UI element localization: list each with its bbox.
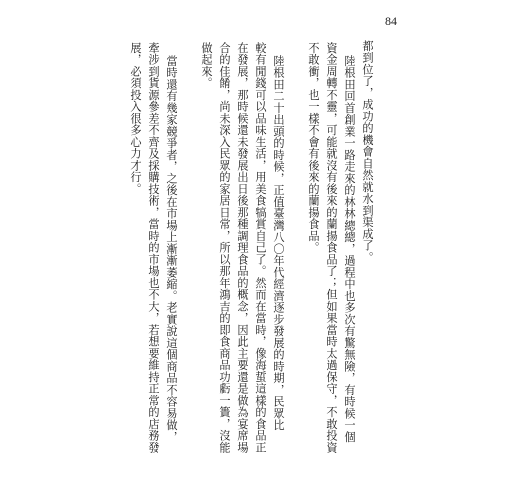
text-line: 都到位了，成功的機會自然就水到渠成了。 — [361, 40, 374, 264]
text-line: 在發展，那時候還未發展出日後那種調理食品的概念，因此主要還是做為宴席場 — [236, 42, 249, 454]
text-line: 陸根田二十出頭的時候，正值臺灣八〇年代經濟逐步發展的時期，民眾比 — [272, 55, 285, 431]
text-line: 不敢衝，也一樣不會有後來的蘭揚食品。 — [307, 42, 320, 254]
text-line: 較有閒錢可以品味生活，用美食犒賞自己了。然而在當時，像海蜇這樣的食品正 — [254, 42, 267, 454]
page-number: 84 — [385, 14, 397, 28]
text-line: 陸根田回首創業一路走來的林林總總，過程中也多次有驚無險，有時候一個 — [343, 55, 356, 443]
text-line: 做起來。 — [200, 42, 213, 89]
text-line: 合的佳餚，尚未深入民眾的家居日常，所以那年鴻吉的即食商品功虧一簣，沒能 — [218, 42, 231, 454]
text-line: 當時還有幾家競爭者，之後在市場上漸漸萎縮。老實說這個商品不容易做， — [165, 55, 178, 443]
text-line: 牽涉到貨源參差不齊及採購技術，當時的市場也不大，若想要維持正常的店務發 — [147, 42, 160, 454]
text-line: 展，必須投入很多心力才行。 — [129, 42, 142, 195]
text-line: 資金周轉不靈，可能就沒有後來的蘭揚食品了；但如果當時太過保守，不敢投資 — [325, 42, 338, 454]
